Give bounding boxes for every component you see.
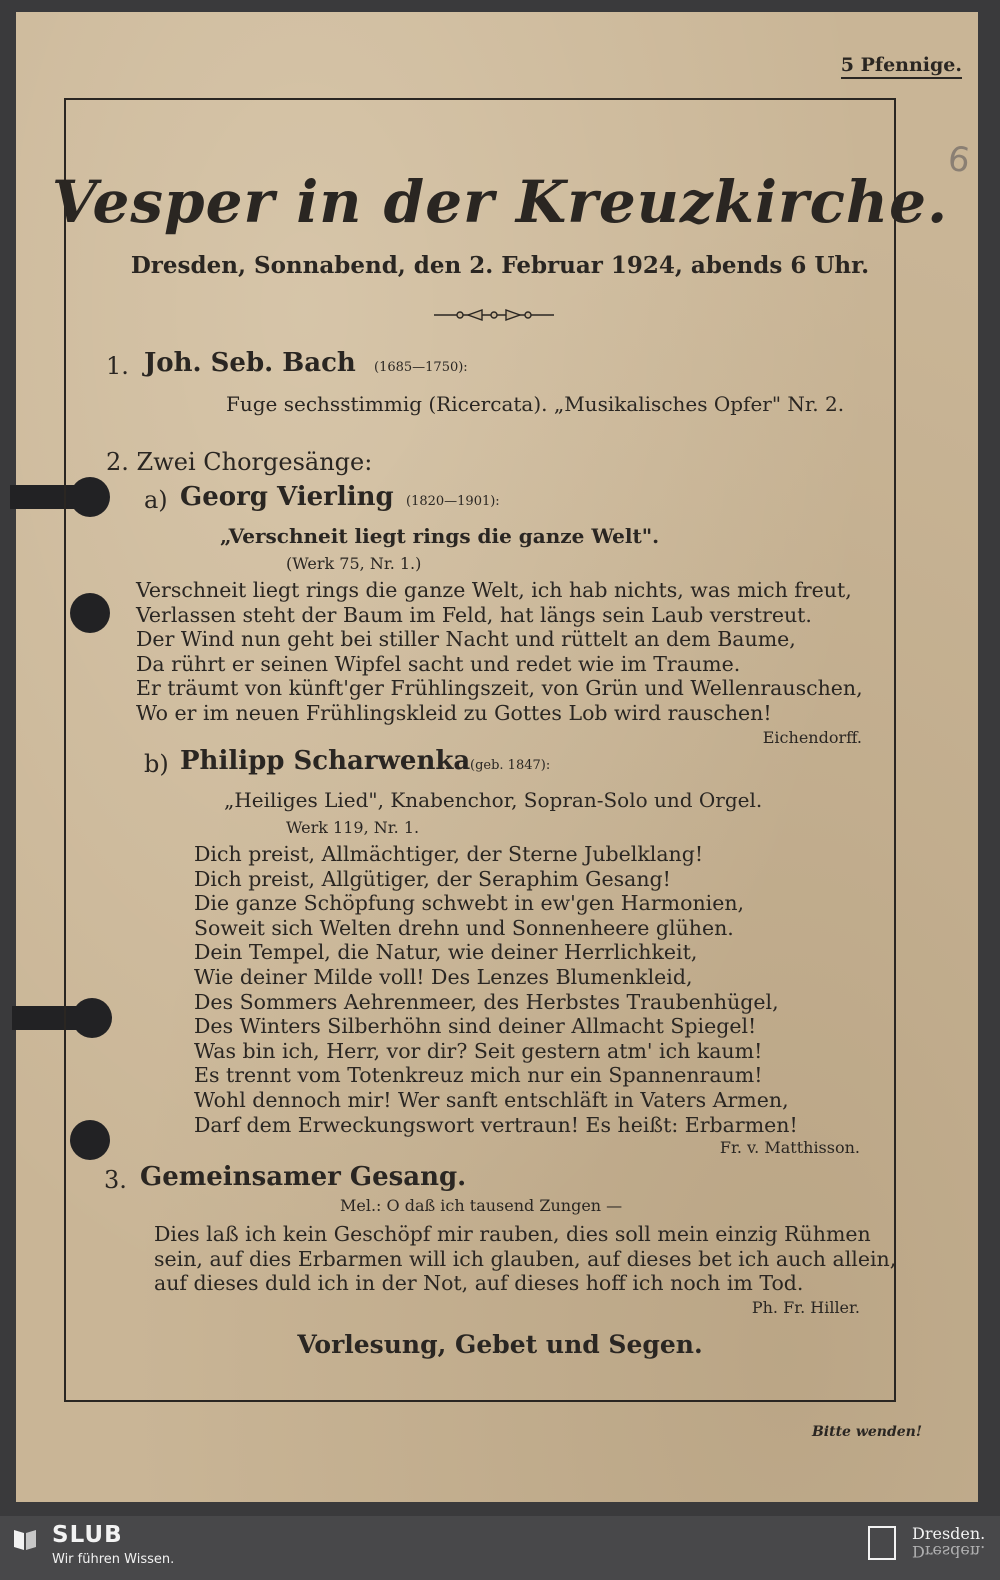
poem-line: Der Wind nun geht bei stiller Nacht und rüttelt an dem Baume, [136,627,796,652]
work-title: Fuge sechsstimmig (Ricercata). „Musikalisches Opfer" Nr. 2. [226,392,845,416]
poem-line: Da rührt er seinen Wipfel sacht und redet wie im Traume. [136,651,741,676]
composer-dates: (1685—1750): [374,360,468,375]
poem-line: Verschneit liegt rings die ganze Welt, ich hab nichts, was mich freut, [136,578,852,602]
opus-number: Werk 119, Nr. 1. [286,818,420,837]
poem-line: Dich preist, Allmächtiger, der Sterne Jubelklang! [194,842,704,866]
ornament-divider-icon [434,308,554,322]
item-number: 1. [106,352,129,380]
poem-text [194,842,798,1137]
city-crest-icon [868,1526,896,1560]
city-name: Dresden. [912,1524,986,1543]
poem-line: Wohl dennoch mir! Wer sanft entschläft in Vaters Armen, [194,1087,789,1112]
city-name-reflection: Dresden. [912,1542,986,1561]
author-credit: Ph. Fr. Hiller. [751,1298,860,1317]
work-title: „Verschneit liegt rings die ganze Welt". [220,524,660,548]
price-label: 5 Pfennige. [841,54,962,79]
closing-line: Vorlesung, Gebet und Segen. [297,1330,703,1359]
author-credit: Fr. v. Matthisson. [719,1138,860,1157]
composer-name: Philipp Scharwenka [180,746,471,776]
composer-dates: (geb. 1847): [470,758,551,773]
poem-line: Es trennt vom Totenkreuz mich nur ein Spannenraum! [194,1063,763,1088]
poem-line: Dein Tempel, die Natur, wie deiner Herrlichkeit, [194,940,698,965]
poem-line: Er träumt von künft'ger Frühlingszeit, von Grün und Wellenrauschen, [136,676,863,701]
poem-line: Die ganze Schöpfung schwebt in ew'gen Harmonien, [194,891,745,916]
library-name: SLUB [52,1522,123,1548]
hymn-text [154,1222,896,1296]
poem-line: Was bin ich, Herr, vor dir? Seit gestern atm' ich kaum! [194,1038,763,1063]
poem-line: Dich preist, Allgütiger, der Seraphim Gesang! [194,866,671,891]
section-heading: Gemeinsamer Gesang. [140,1162,467,1192]
item-number: 3. [104,1166,127,1194]
section-heading: 2. Zwei Chorgesänge: [106,448,373,476]
opus-number: (Werk 75, Nr. 1.) [286,554,422,573]
composer-dates: (1820—1901): [406,494,500,509]
work-title: „Heiliges Lied", Knabenchor, Sopran-Solo und Orgel. [224,788,763,812]
page-title: Vesper in der Kreuzkirche. [51,168,949,236]
book-icon [12,1526,38,1552]
composer-name: Georg Vierling [180,482,394,512]
poem-line: Wo er im neuen Frühlingskleid zu Gottes Lob wird rauschen! [136,700,772,725]
pencil-mark: 6 [945,138,973,182]
page-subtitle: Dresden, Sonnabend, den 2. Februar 1924, abends 6 Uhr. [130,252,870,279]
library-banner [0,1516,1000,1580]
poem-line: Des Sommers Aehrenmeer, des Herbstes Traubenhügel, [194,989,779,1014]
poem-line: Darf dem Erweckungswort vertraun! Es heißt: Erbarmen! [194,1112,798,1137]
sub-item-label: b) [144,750,169,778]
hymn-line: auf dieses duld ich in der Not, auf dieses hoff ich noch im Tod. [154,1271,804,1296]
composer-name: Joh. Seb. Bach [144,348,356,378]
poem-line: Verlassen steht der Baum im Feld, hat längs sein Laub verstreut. [136,602,812,627]
turn-over-note: Bitte wenden! [811,1424,922,1440]
melody-note: Mel.: O daß ich tausend Zungen — [340,1196,623,1215]
hymn-line: sein, auf dies Erbarmen will ich glauben, auf dieses bet ich auch allein, [154,1246,897,1271]
poem-text [136,578,863,726]
poem-line: Des Winters Silberhöhn sind deiner Allmacht Spiegel! [194,1014,757,1039]
author-credit: Eichendorff. [762,728,862,747]
hymn-line: Dies laß ich kein Geschöpf mir rauben, dies soll mein einzig Rühmen [154,1222,871,1246]
sub-item-label: a) [144,486,168,514]
poem-line: Soweit sich Welten drehn und Sonnenheere glühen. [194,915,734,940]
poem-line: Wie deiner Milde voll! Des Lenzes Blumenkleid, [194,964,693,989]
library-tagline: Wir führen Wissen. [52,1552,175,1567]
